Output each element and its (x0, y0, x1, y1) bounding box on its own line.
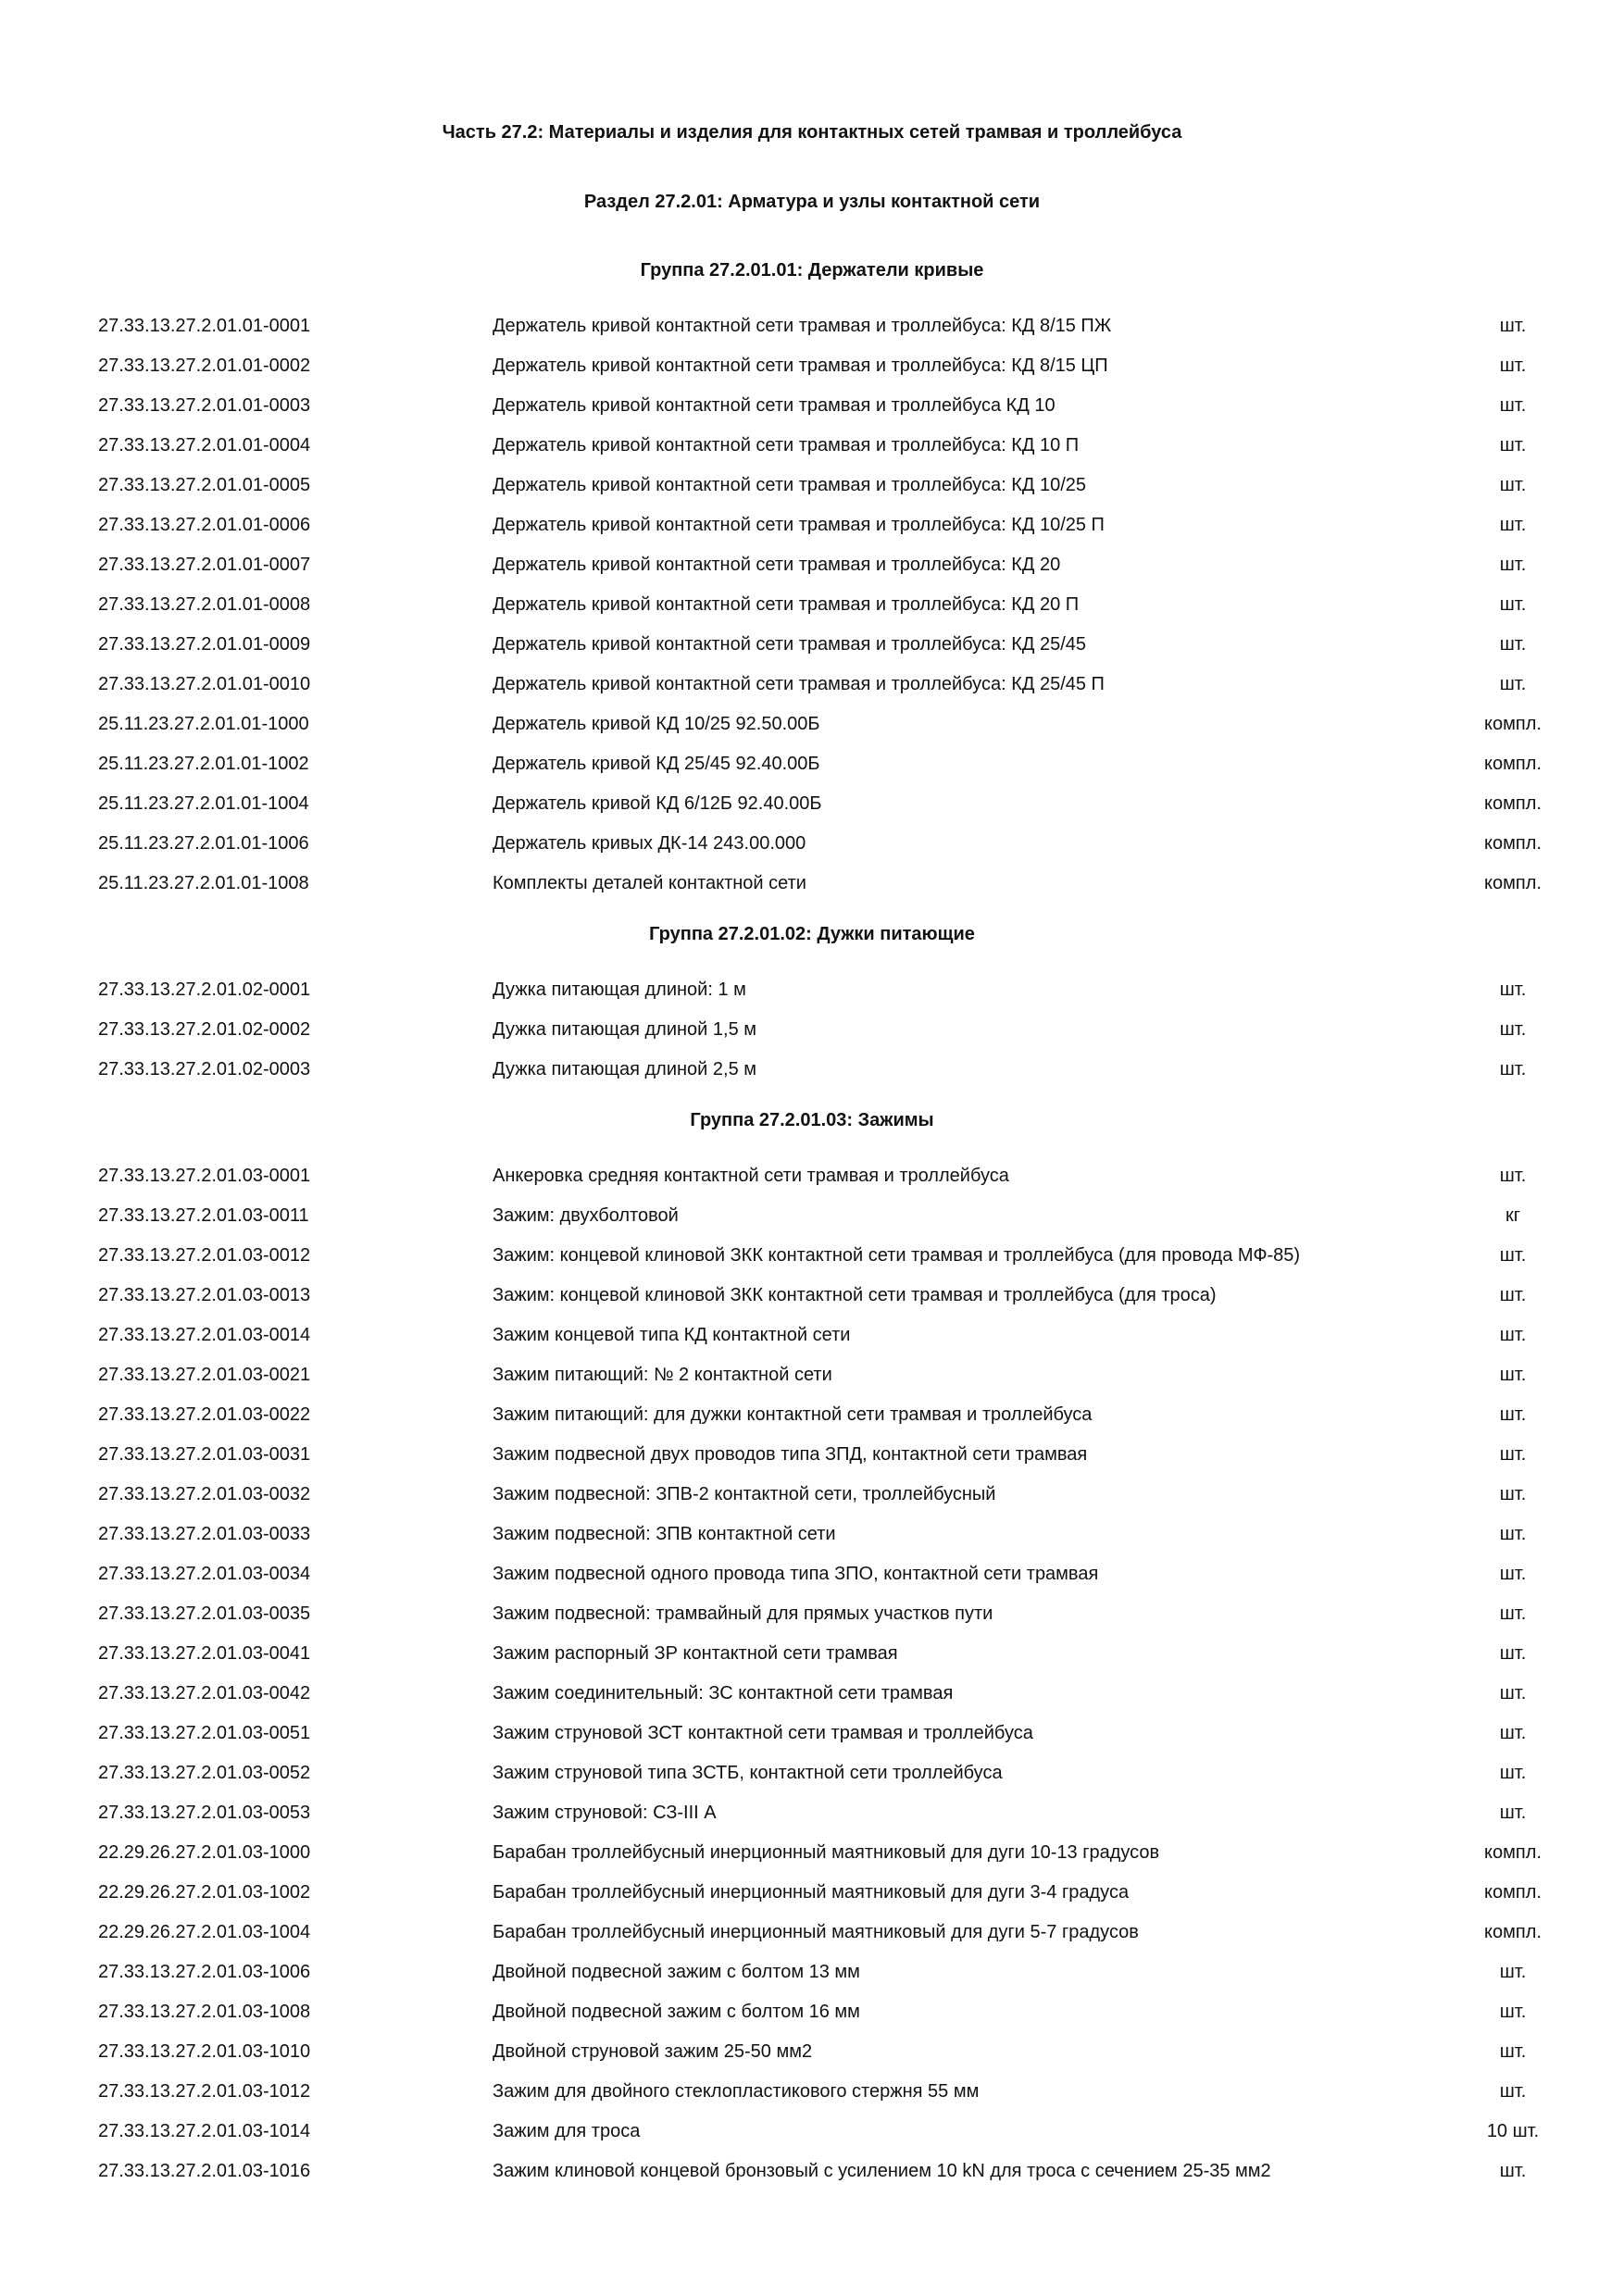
item-code: 27.33.13.27.2.01.01-0005 (98, 475, 311, 495)
item-unit: шт. (1499, 356, 1527, 376)
item-name: Зажим подвесной: ЗПВ-2 контактной сети, троллейбусный (493, 1484, 996, 1504)
table-row (0, 1400, 1624, 1429)
item-name: Зажим подвесной: ЗПВ контактной сети (493, 1524, 836, 1544)
table-row (0, 1957, 1624, 1987)
item-unit: шт. (1499, 1683, 1527, 1703)
item-name: Барабан троллейбусный инерционный маятниковый для дуги 3-4 градуса (493, 1882, 1130, 1903)
item-unit: шт. (1499, 2002, 1527, 2022)
table-row (0, 391, 1624, 420)
table-row (0, 1201, 1624, 1230)
item-name: Зажим питающий: для дужки контактной сети трамвая и троллейбуса (493, 1404, 1093, 1425)
table-row (0, 1718, 1624, 1748)
item-unit: шт. (1499, 1723, 1527, 1743)
item-name: Зажим: концевой клиновой ЗКК контактной сети трамвая и троллейбуса (для троса) (493, 1285, 1217, 1305)
item-name: Держатель кривой контактной сети трамвая и троллейбуса: КД 10 П (493, 435, 1080, 455)
item-code: 27.33.13.27.2.01.03-0034 (98, 1564, 311, 1584)
item-code: 27.33.13.27.2.01.01-0008 (98, 594, 311, 615)
table-row (0, 311, 1624, 341)
table-row (0, 868, 1624, 898)
item-code: 27.33.13.27.2.01.03-0011 (98, 1205, 309, 1226)
item-code: 22.29.26.27.2.01.03-1004 (98, 1922, 311, 1942)
item-code: 27.33.13.27.2.01.03-0022 (98, 1404, 311, 1425)
item-code: 27.33.13.27.2.01.03-1008 (98, 2002, 311, 2022)
item-code: 25.11.23.27.2.01.01-1008 (98, 873, 309, 893)
item-code: 27.33.13.27.2.01.01-0001 (98, 316, 311, 336)
item-unit: шт. (1499, 594, 1527, 615)
item-unit: шт. (1499, 674, 1527, 694)
table-row (0, 749, 1624, 779)
item-name: Зажим струновой типа ЗСТБ, контактной сети троллейбуса (493, 1763, 1003, 1783)
table-row (0, 1479, 1624, 1509)
item-unit: шт. (1499, 1763, 1527, 1783)
item-code: 27.33.13.27.2.01.03-0051 (98, 1723, 311, 1743)
item-name: Зажим для двойного стеклопластикового стержня 55 мм (493, 2081, 980, 2102)
item-name: Барабан троллейбусный инерционный маятниковый для дуги 10-13 градусов (493, 1842, 1160, 1863)
item-code: 27.33.13.27.2.01.03-0014 (98, 1325, 311, 1345)
item-unit: компл. (1484, 1922, 1542, 1942)
item-unit: шт. (1499, 1603, 1527, 1624)
item-code: 27.33.13.27.2.01.02-0001 (98, 980, 311, 1000)
item-unit: шт. (1499, 555, 1527, 575)
item-unit: шт. (1499, 1803, 1527, 1823)
table-row (0, 1639, 1624, 1668)
item-name: Дужка питающая длиной 2,5 м (493, 1059, 756, 1079)
item-name: Держатель кривой контактной сети трамвая и троллейбуса: КД 20 П (493, 594, 1080, 615)
section-title: Раздел 27.2.01: Арматура и узлы контактной сети (583, 192, 1041, 212)
item-code: 27.33.13.27.2.01.02-0002 (98, 1019, 311, 1040)
table-row (0, 1440, 1624, 1469)
item-name: Держатель кривой КД 10/25 92.50.00Б (493, 714, 820, 734)
table-row (0, 709, 1624, 739)
item-name: Барабан троллейбусный инерционный маятниковый для дуги 5-7 градусов (493, 1922, 1139, 1942)
table-row (0, 550, 1624, 580)
item-name: Держатель кривой КД 6/12Б 92.40.00Б (493, 793, 822, 814)
item-name: Зажим соединительный: ЗС контактной сети трамвая (493, 1683, 954, 1703)
item-code: 22.29.26.27.2.01.03-1000 (98, 1842, 311, 1863)
item-unit: компл. (1484, 873, 1542, 893)
table-row (0, 975, 1624, 1004)
item-code: 27.33.13.27.2.01.02-0003 (98, 1059, 311, 1079)
item-unit: шт. (1499, 316, 1527, 336)
item-name: Держатель кривой КД 25/45 92.40.00Б (493, 754, 820, 774)
item-name: Зажим подвесной одного провода типа ЗПО, контактной сети трамвая (493, 1564, 1099, 1584)
table-row (0, 1015, 1624, 1044)
table-row (0, 1838, 1624, 1867)
table-row (0, 1678, 1624, 1708)
item-code: 27.33.13.27.2.01.01-0010 (98, 674, 311, 694)
item-name: Зажим концевой типа КД контактной сети (493, 1325, 851, 1345)
item-unit: шт. (1499, 1962, 1527, 1982)
item-code: 27.33.13.27.2.01.03-1016 (98, 2161, 311, 2181)
item-unit: шт. (1499, 2041, 1527, 2062)
item-name: Зажим: концевой клиновой ЗКК контактной сети трамвая и троллейбуса (для провода МФ-85) (493, 1245, 1301, 1266)
item-unit: шт. (1499, 1564, 1527, 1584)
item-code: 27.33.13.27.2.01.03-0041 (98, 1643, 311, 1664)
part-title: Часть 27.2: Материалы и изделия для контактных сетей трамвая и троллейбуса (442, 122, 1182, 143)
table-row (0, 1161, 1624, 1191)
table-row (0, 1559, 1624, 1589)
table-row (0, 669, 1624, 699)
table-row (0, 789, 1624, 818)
table-row (0, 630, 1624, 659)
item-unit: шт. (1499, 475, 1527, 495)
item-unit: компл. (1484, 754, 1542, 774)
table-row (0, 1320, 1624, 1350)
item-code: 27.33.13.27.2.01.01-0006 (98, 515, 311, 535)
item-code: 27.33.13.27.2.01.03-0053 (98, 1803, 311, 1823)
table-row (0, 1054, 1624, 1084)
item-name: Зажим: двухболтовой (493, 1205, 679, 1226)
item-unit: шт. (1499, 515, 1527, 535)
item-code: 27.33.13.27.2.01.03-0052 (98, 1763, 311, 1783)
item-unit: кг (1505, 1205, 1521, 1226)
item-unit: шт. (1499, 435, 1527, 455)
table-row (0, 1280, 1624, 1310)
item-code: 27.33.13.27.2.01.01-0003 (98, 395, 311, 416)
item-unit: шт. (1499, 1166, 1527, 1186)
item-name: Зажим питающий: № 2 контактной сети (493, 1365, 832, 1385)
table-row (0, 2077, 1624, 2106)
item-unit: шт. (1499, 1245, 1527, 1266)
table-row (0, 1360, 1624, 1390)
item-code: 27.33.13.27.2.01.03-0042 (98, 1683, 311, 1703)
table-row (0, 2116, 1624, 2146)
item-code: 27.33.13.27.2.01.03-1012 (98, 2081, 311, 2102)
item-code: 27.33.13.27.2.01.03-0021 (98, 1365, 311, 1385)
item-name: Комплекты деталей контактной сети (493, 873, 806, 893)
table-row (0, 829, 1624, 858)
item-unit: шт. (1499, 1444, 1527, 1465)
table-row (0, 590, 1624, 619)
table-row (0, 1241, 1624, 1270)
item-name: Держатель кривых ДК-14 243.00.000 (493, 833, 806, 854)
item-name: Двойной струновой зажим 25-50 мм2 (493, 2041, 813, 2062)
item-unit: шт. (1499, 1524, 1527, 1544)
item-name: Держатель кривой контактной сети трамвая и троллейбуса КД 10 (493, 395, 1056, 416)
group-title: Группа 27.2.01.03: Зажимы (690, 1110, 934, 1130)
item-name: Зажим клиновой концевой бронзовый с усилением 10 kN для троса с сечением 25-35 мм2 (493, 2161, 1271, 2181)
item-code: 27.33.13.27.2.01.01-0009 (98, 634, 311, 655)
table-row (0, 1519, 1624, 1549)
item-name: Держатель кривой контактной сети трамвая и троллейбуса: КД 25/45 (493, 634, 1086, 655)
table-row (0, 1599, 1624, 1628)
item-code: 27.33.13.27.2.01.01-0004 (98, 435, 311, 455)
item-code: 27.33.13.27.2.01.03-0032 (98, 1484, 311, 1504)
table-row (0, 510, 1624, 540)
item-unit: шт. (1499, 1325, 1527, 1345)
item-unit: 10 шт. (1486, 2121, 1540, 2141)
item-unit: шт. (1499, 1019, 1527, 1040)
item-code: 27.33.13.27.2.01.03-0012 (98, 1245, 311, 1266)
item-name: Двойной подвесной зажим с болтом 13 мм (493, 1962, 860, 1982)
item-code: 27.33.13.27.2.01.03-1006 (98, 1962, 311, 1982)
item-code: 27.33.13.27.2.01.03-0001 (98, 1166, 311, 1186)
item-code: 27.33.13.27.2.01.03-0031 (98, 1444, 311, 1465)
item-code: 27.33.13.27.2.01.03-1010 (98, 2041, 311, 2062)
item-code: 27.33.13.27.2.01.01-0002 (98, 356, 311, 376)
item-code: 27.33.13.27.2.01.03-1014 (98, 2121, 311, 2141)
table-row (0, 1917, 1624, 1947)
item-unit: шт. (1499, 2161, 1527, 2181)
item-name: Держатель кривой контактной сети трамвая и троллейбуса: КД 8/15 ПЖ (493, 316, 1112, 336)
item-unit: шт. (1499, 980, 1527, 1000)
item-unit: шт. (1499, 1285, 1527, 1305)
item-unit: шт. (1499, 2081, 1527, 2102)
item-unit: шт. (1499, 1365, 1527, 1385)
table-row (0, 2037, 1624, 2066)
item-unit: шт. (1499, 395, 1527, 416)
group-title: Группа 27.2.01.01: Держатели кривые (640, 260, 984, 281)
table-row (0, 430, 1624, 460)
item-unit: шт. (1499, 634, 1527, 655)
item-name: Зажим для троса (493, 2121, 641, 2141)
item-name: Держатель кривой контактной сети трамвая и троллейбуса: КД 8/15 ЦП (493, 356, 1108, 376)
item-code: 27.33.13.27.2.01.01-0007 (98, 555, 311, 575)
item-name: Зажим подвесной: трамвайный для прямых участков пути (493, 1603, 993, 1624)
table-row (0, 1997, 1624, 2027)
table-row (0, 2156, 1624, 2186)
table-row (0, 470, 1624, 500)
item-code: 25.11.23.27.2.01.01-1006 (98, 833, 309, 854)
item-name: Дужка питающая длиной: 1 м (493, 980, 746, 1000)
item-name: Двойной подвесной зажим с болтом 16 мм (493, 2002, 860, 2022)
item-name: Дужка питающая длиной 1,5 м (493, 1019, 756, 1040)
item-unit: шт. (1499, 1404, 1527, 1425)
group-title: Группа 27.2.01.02: Дужки питающие (649, 924, 975, 944)
item-code: 25.11.23.27.2.01.01-1002 (98, 754, 309, 774)
table-row (0, 1878, 1624, 1907)
item-name: Держатель кривой контактной сети трамвая и троллейбуса: КД 10/25 П (493, 515, 1105, 535)
item-name: Анкеровка средняя контактной сети трамвая и троллейбуса (493, 1166, 1009, 1186)
item-code: 25.11.23.27.2.01.01-1004 (98, 793, 309, 814)
item-code: 25.11.23.27.2.01.01-1000 (98, 714, 309, 734)
item-code: 27.33.13.27.2.01.03-0035 (98, 1603, 311, 1624)
table-row (0, 351, 1624, 381)
item-unit: шт. (1499, 1059, 1527, 1079)
item-unit: шт. (1499, 1484, 1527, 1504)
item-name: Держатель кривой контактной сети трамвая и троллейбуса: КД 25/45 П (493, 674, 1105, 694)
item-unit: компл. (1484, 1842, 1542, 1863)
item-name: Держатель кривой контактной сети трамвая и троллейбуса: КД 10/25 (493, 475, 1086, 495)
item-name: Зажим подвесной двух проводов типа ЗПД, контактной сети трамвая (493, 1444, 1088, 1465)
table-row (0, 1798, 1624, 1828)
item-name: Держатель кривой контактной сети трамвая и троллейбуса: КД 20 (493, 555, 1061, 575)
item-unit: компл. (1484, 714, 1542, 734)
item-unit: шт. (1499, 1643, 1527, 1664)
table-row (0, 1758, 1624, 1788)
item-code: 27.33.13.27.2.01.03-0033 (98, 1524, 311, 1544)
item-name: Зажим распорный ЗР контактной сети трамвая (493, 1643, 898, 1664)
item-unit: компл. (1484, 833, 1542, 854)
item-unit: компл. (1484, 793, 1542, 814)
item-code: 27.33.13.27.2.01.03-0013 (98, 1285, 311, 1305)
item-name: Зажим струновой: СЗ-III А (493, 1803, 717, 1823)
item-code: 22.29.26.27.2.01.03-1002 (98, 1882, 311, 1903)
item-name: Зажим струновой ЗСТ контактной сети трамвая и троллейбуса (493, 1723, 1033, 1743)
item-unit: компл. (1484, 1882, 1542, 1903)
